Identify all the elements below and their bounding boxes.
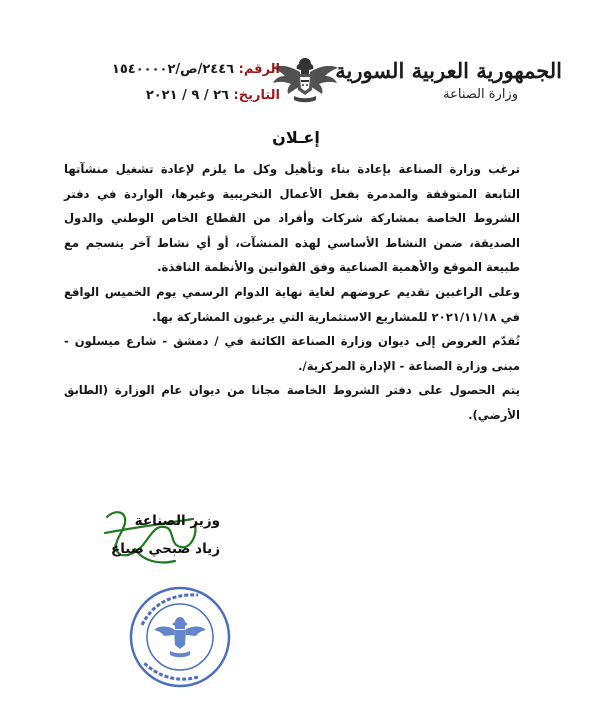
document-date xyxy=(98,88,280,103)
signatory-name: زياد صبحي صباغ xyxy=(110,541,220,557)
announcement-paragraph: وعلى الراغبين تقديم عروضهم لغاية نهاية الدوام الرسمي يوم الخميس الواقع في ٢٠٢١/١١/١٨ للمشاريع الاستثمارية التي يرغبون المشاركة بها. xyxy=(64,284,520,324)
announcement-paragraph: تُقدّم العروض إلى ديوان وزارة الصناعة الكائنة في / دمشق - شارع ميسلون - مبنى وزارة الصناعة - الإدارة المركزية/. xyxy=(64,334,520,373)
announcement-paragraph: يتم الحصول على دفتر الشروط الخاصة مجانا من ديوان عام الوزارة (الطابق الأرضي). xyxy=(64,383,520,422)
announcement-title: إعـلان xyxy=(272,128,320,147)
date-label: التاريخ: xyxy=(233,88,280,103)
signatory-title: وزير الصناعة xyxy=(134,513,220,529)
letterhead-republic: الجمهورية العربية السورية xyxy=(335,58,562,83)
announcement-body xyxy=(64,157,520,428)
letterhead-ministry: وزارة الصناعة xyxy=(443,87,518,102)
official-stamp-icon xyxy=(128,585,232,689)
syrian-eagle-emblem-icon xyxy=(270,50,340,110)
date-value: ٢٦ / ٩ / ٢٠٢١ xyxy=(145,88,229,103)
announcement-paragraph: ترغب وزارة الصناعة بإعادة بناء وتأهيل وكل ما يلزم لإعادة تشغيل منشآتها التابعة المتوقفة والمدمرة بفعل الأعمال التخريبية وغيرها، الواردة في دفتر الشروط الخاصة بمشاركة شركات وأفراد من القطاع الخاص الوطني والدول الصديقة، ضمن النشاط الأساسي لهذه المنشآت، أو أي نشاط آخر ينسجم مع طبيعة الموقع والأهمية الصناعية وفق القوانين والأنظمة النافذة. xyxy=(64,162,520,275)
reference-label: الرقم: xyxy=(238,62,280,77)
reference-value: ٢٤٤٦/ص/١٥٤٠٠٠٠٢ xyxy=(111,62,235,77)
reference-number xyxy=(98,62,280,77)
